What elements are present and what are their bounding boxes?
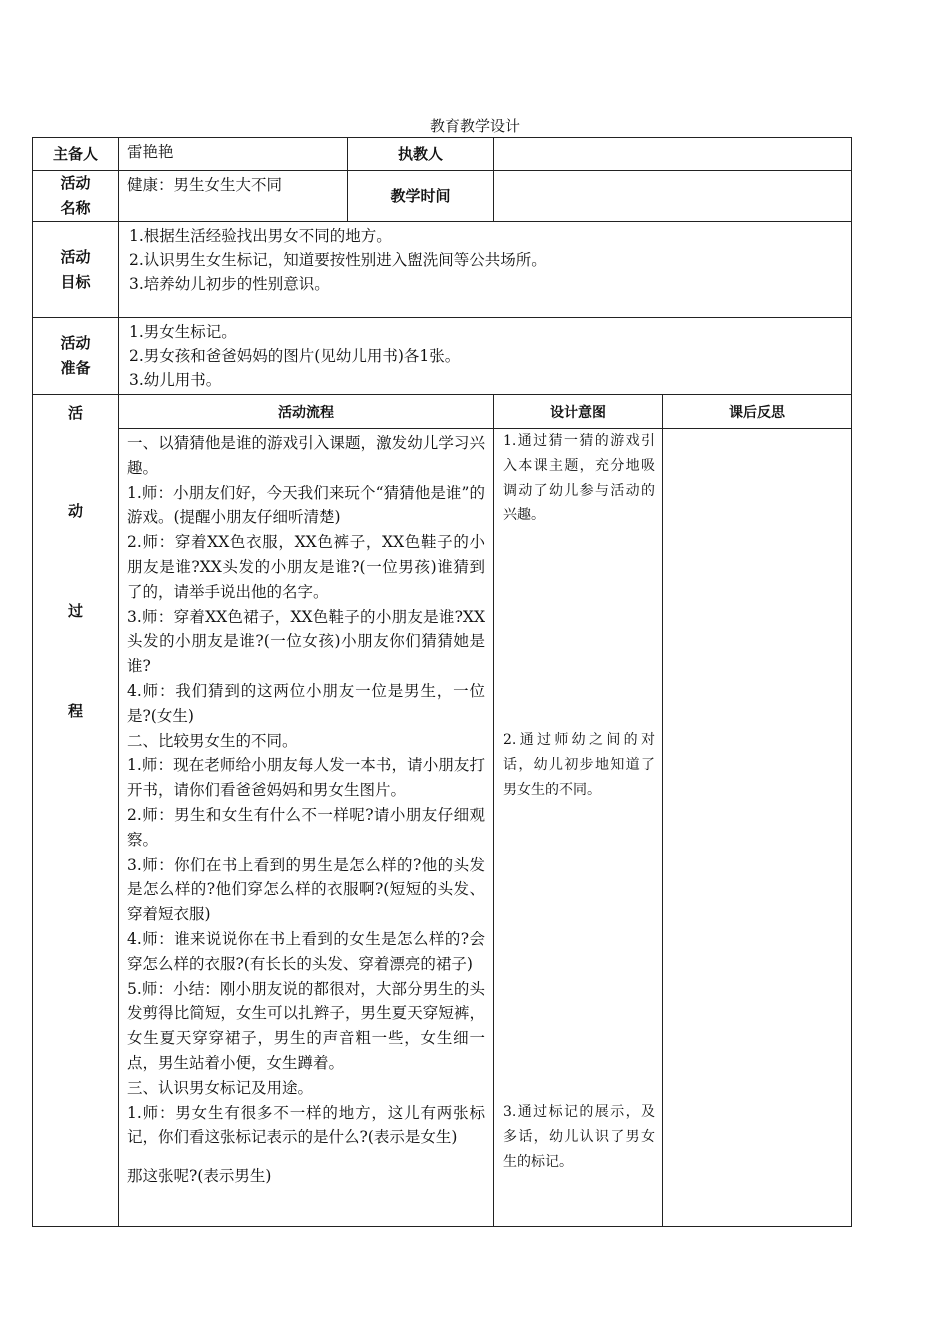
teacher-label: 执教人 [348, 138, 494, 171]
lesson-plan-table [32, 137, 852, 1227]
flow-paragraph: 1.师：男女生有很多不一样的地方，这儿有两张标记，你们看这张标记表示的是什么?(表示是女生) [127, 1103, 485, 1147]
prep-item: 2.男女孩和爸爸妈妈的图片(见幼儿用书)各1张。 [129, 347, 461, 365]
reflection-cell [663, 429, 852, 1227]
flow-paragraph: 5.师：小结：刚小朋友说的都很对，大部分男生的头发剪得比简短，女生可以扎辫子，男生夏天穿短裤，女生夏天穿穿裙子，男生的声音粗一些，女生细一点，男生站着小便，女生蹲着。 [127, 979, 485, 1072]
prep-item: 1.男女生标记。 [129, 323, 237, 341]
intent-note: 1.通过猜一猜的游戏引入本课主题，充分地吸调动了幼儿参与活动的兴趣。 [503, 433, 655, 524]
flow-paragraph: 4.师：我们猜到的这两位小朋友一位是男生，一位是?(女生) [127, 681, 485, 725]
flow-paragraph: 那这张呢?(表示男生) [127, 1167, 272, 1186]
flow-paragraph: 1.师：现在老师给小朋友每人发一本书，请小朋友打开书，请你们看爸爸妈妈和男女生图片。 [127, 756, 485, 800]
prep-list [119, 318, 852, 395]
teaching-time-value [494, 171, 852, 222]
goal-item: 3.培养幼儿初步的性别意识。 [129, 275, 330, 293]
prep-item: 3.幼儿用书。 [129, 371, 222, 389]
document-title: 教育教学设计 [429, 117, 520, 135]
prep-label: 活动 准备 [33, 318, 119, 395]
flow-paragraph: 2.师：男生和女生有什么不一样呢?请小朋友仔细观察。 [127, 805, 485, 849]
activity-name-label: 活动 名称 [33, 171, 119, 222]
intent-note: 3.通过标记的展示，及多话，幼儿认识了男女生的标记。 [503, 1104, 655, 1170]
flow-paragraph: 1.师：小朋友们好，今天我们来玩个“猜猜他是谁”的游戏。(提醒小朋友仔细听清楚) [127, 483, 485, 527]
preparer-label: 主备人 [33, 138, 119, 171]
teacher-value [494, 138, 852, 171]
flow-header: 活动流程 [119, 395, 494, 429]
goal-item: 2.认识男生女生标记，知道要按性别进入盥洗间等公共场所。 [129, 251, 547, 269]
preparer-value: 雷艳艳 [119, 138, 348, 171]
activity-name-value: 健康：男生女生大不同 [119, 171, 348, 222]
flow-paragraph: 2.师：穿着XX色衣服，XX色裤子，XX色鞋子的小朋友是谁?XX头发的小朋友是谁?(一位男孩)谁猜到了的，请举手说出他的名字。 [127, 533, 485, 601]
goals-label: 活动 目标 [33, 222, 119, 318]
flow-paragraph: 三、认识男女标记及用途。 [127, 1078, 314, 1097]
goal-item: 1.根据生活经验找出男女不同的地方。 [129, 227, 392, 245]
flow-paragraph: 3.师：你们在书上看到的男生是怎么样的?他的头发是怎么样的?他们穿怎么样的衣服啊?(短短的头发、穿着短衣服) [127, 855, 485, 924]
design-intent [494, 429, 663, 1227]
flow-paragraph: 一、以猜猜他是谁的游戏引入课题，激发幼儿学习兴趣。 [127, 434, 485, 477]
process-side-label: 活 动 过 程 [33, 395, 119, 1227]
flow-paragraph: 二、比较男女生的不同。 [127, 731, 298, 750]
intent-header: 设计意图 [494, 395, 663, 429]
teaching-time-label: 教学时间 [348, 171, 494, 222]
activity-flow [119, 429, 494, 1227]
flow-paragraph: 3.师：穿着XX色裙子，XX色鞋子的小朋友是谁?XX头发的小朋友是谁?(一位女孩)小朋友你们猜猜她是谁? [127, 607, 485, 676]
intent-note: 2.通过师幼之间的对话，幼儿初步地知道了男女生的不同。 [503, 732, 655, 798]
flow-paragraph: 4.师：谁来说说你在书上看到的女生是怎么样的?会穿怎么样的衣服?(有长长的头发、穿着漂亮的裙子) [127, 929, 485, 973]
reflect-header: 课后反思 [663, 395, 852, 429]
goals-list [119, 222, 852, 318]
